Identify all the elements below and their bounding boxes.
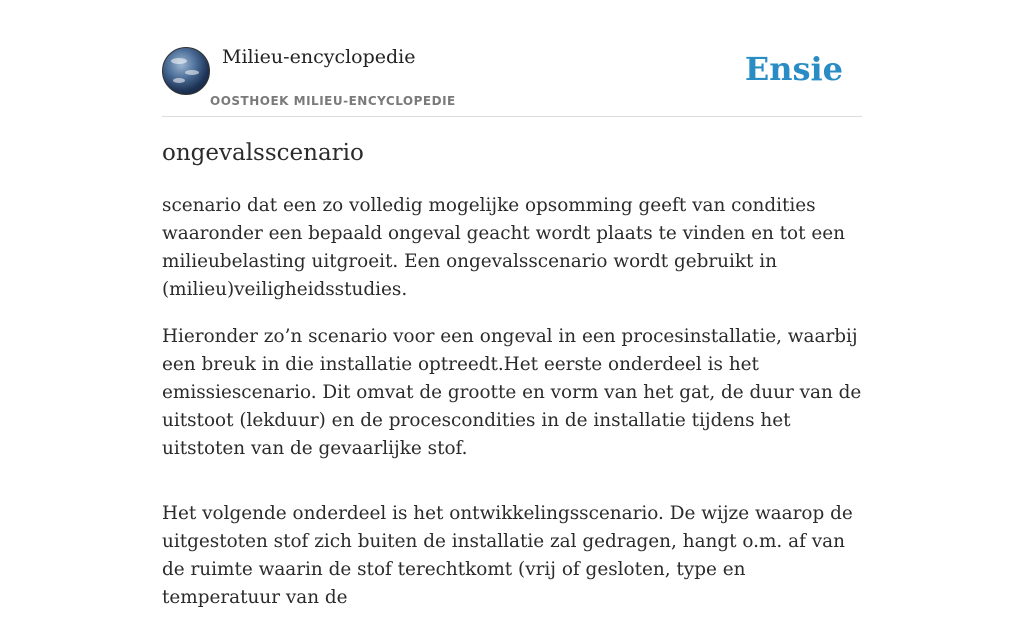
ensie-logo-link[interactable]: Ensie	[744, 50, 843, 88]
site-subtitle: OOSTHOEK MILIEU-ENCYCLOPEDIE	[210, 94, 456, 108]
description-paragraph: Het volgende onderdeel is het ontwikkelingsscenario. De wijze waarop de uitgestoten stof zich buiten de installatie zal gedragen, hangt o.m. af van de ruimte waarin de stof terechtkomt (vrij of gesloten, type en temperatuur van de	[162, 503, 853, 608]
earth-globe-icon[interactable]	[162, 47, 210, 95]
description-paragraph: Hieronder zo’n scenario voor een ongeval in een procesinstallatie, waarbij een breuk in die installatie optreedt.Het eerste onderdeel is het emissiescenario. Dit omvat de grootte en vorm van het gat, de duur van de uitstoot (lekduur) en de procescondities in de installatie tijdens het uitstoten van de gevaarlijke stof.	[162, 326, 862, 459]
site-title[interactable]: Milieu-encyclopedie	[222, 46, 416, 68]
entry-body	[162, 192, 867, 631]
site-header	[162, 46, 862, 117]
page-title: ongevalsscenario	[162, 140, 364, 166]
definition-paragraph: scenario dat een zo volledig mogelijke opsomming geeft van condities waaronder een bepaald ongeval geacht wordt plaats te vinden en tot een milieubelasting uitgroeit. Een ongevalsscenario wordt gebruikt in (milieu)veiligheidsstudies.	[162, 195, 845, 300]
